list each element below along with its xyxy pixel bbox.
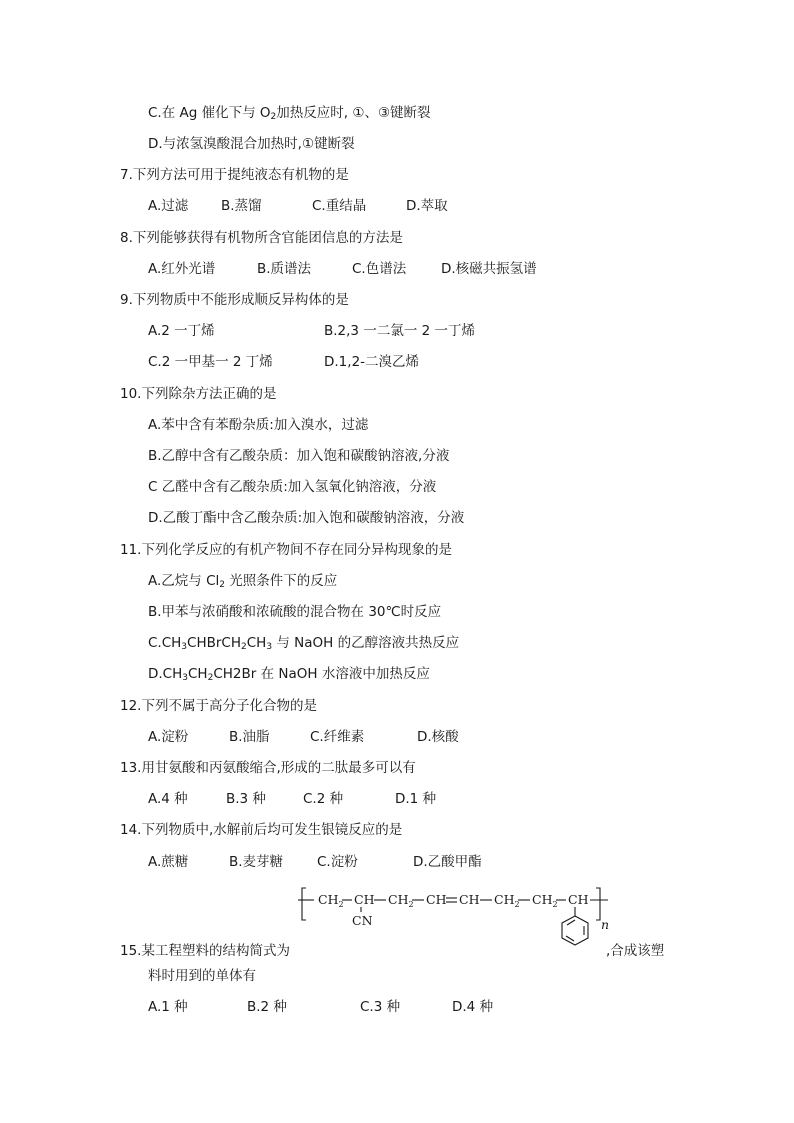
group-ch-3: CH (459, 892, 480, 907)
q15-stem-start: 15.某工程塑料的结构简式为 (120, 943, 290, 959)
q15-option-d: D.4 种 (452, 999, 494, 1015)
q9-option-c: C.2 一甲基一 2 丁烯 (148, 354, 273, 370)
q6-option-d: D.与浓氢溴酸混合加热时,①键断裂 (148, 136, 355, 152)
q14-stem: 14.下列物质中,水解前后均可发生银镜反应的是 (120, 822, 403, 838)
q11-option-c: $C.CH_3CHBrCH_2CH_3$ 与 NaOH 的乙醇溶液共热反应 (148, 635, 460, 652)
group-ch-2: CH (426, 892, 447, 907)
q9-option-d: D.1,2-二溴乙烯 (324, 354, 420, 370)
group-ch-4: CH (568, 892, 589, 907)
q8-option-c: C.色谱法 (352, 261, 407, 277)
q7-stem: 7.下列方法可用于提纯液态有机物的是 (120, 167, 349, 183)
q12-stem: 12.下列不属于高分子化合物的是 (120, 698, 317, 714)
group-ch2-1: $CH_2$ (318, 892, 344, 909)
q8-option-d: D.核磁共振氢谱 (441, 261, 537, 277)
group-ch2-2: $CH_2$ (388, 892, 414, 909)
q12-option-d: D.核酸 (417, 729, 459, 745)
q11-option-d: $D.CH_3CH_2CH2Br$ 在 NaOH 水溶液中加热反应 (148, 666, 430, 683)
q15-stem-end: ,合成该塑 (606, 943, 665, 959)
group-ch-1: CH (354, 892, 375, 907)
benzene-inner-bond-3 (567, 920, 575, 925)
q11-stem: 11.下列化学反应的有机产物间不存在同分异构现象的是 (120, 542, 452, 558)
q7-option-d: D.萃取 (406, 198, 448, 214)
q7-option-c: C.重结晶 (312, 198, 367, 214)
q13-option-d: D.1 种 (395, 791, 437, 807)
q9-stem: 9.下列物质中不能形成顺反异构体的是 (120, 292, 349, 308)
q14-option-b: B.麦芽糖 (229, 854, 284, 870)
q14-option-c: C.淀粉 (317, 854, 358, 870)
q10-option-d: D.乙酸丁酯中含乙酸杂质:加入饱和碳酸钠溶液，分液 (148, 510, 465, 526)
q12-option-c: C.纤维素 (310, 729, 365, 745)
q7-option-a: A.过滤 (148, 198, 189, 214)
q8-stem: 8.下列能够获得有机物所含官能团信息的方法是 (120, 230, 403, 246)
group-ch2-4: $CH_2$ (532, 892, 558, 909)
right-bracket (596, 888, 600, 920)
q6-option-c: C.在 Ag 催化下与 $O_2$加热反应时, ①、③键断裂 (148, 105, 431, 122)
q15-option-c: C.3 种 (360, 999, 401, 1015)
q8-option-b: B.质谱法 (257, 261, 312, 277)
left-bracket (302, 888, 306, 920)
q15-option-b: B.2 种 (247, 999, 287, 1015)
group-cn: CN (352, 913, 373, 928)
q13-option-b: B.3 种 (226, 791, 266, 807)
q8-option-a: A.红外光谱 (148, 261, 216, 277)
q12-option-a: A.淀粉 (148, 729, 189, 745)
q9-option-a: A.2 一丁烯 (148, 323, 215, 339)
group-ch2-3: $CH_2$ (494, 892, 520, 909)
q10-option-a: A.苯中含有苯酚杂质:加入溴水，过滤 (148, 417, 369, 433)
q15-option-a: A.1 种 (148, 999, 188, 1015)
q10-option-b: B.乙醇中含有乙酸杂质：加入饱和碳酸钠溶液,分液 (148, 448, 450, 464)
q11-option-a: A.乙烷与 $Cl_2$ 光照条件下的反应 (148, 573, 338, 590)
q13-option-c: C.2 种 (303, 791, 344, 807)
q11-option-b: B.甲苯与浓硝酸和浓硫酸的混合物在 30℃时反应 (148, 604, 442, 620)
polymer-structure-formula (292, 880, 614, 960)
q9-option-b: B.2,3 一二氯一 2 一丁烯 (324, 323, 475, 339)
q12-option-b: B.油脂 (229, 729, 270, 745)
q10-stem: 10.下列除杂方法正确的是 (120, 386, 277, 402)
q13-stem: 13.用甘氨酸和丙氨酸缩合,形成的二肽最多可以有 (120, 760, 416, 776)
q14-option-a: A.蔗糖 (148, 854, 189, 870)
q10-option-c: C 乙醛中含有乙酸杂质:加入氢氧化钠溶液，分液 (148, 479, 437, 495)
repeat-subscript-n: n (601, 917, 610, 932)
q14-option-d: D.乙酸甲酯 (413, 854, 482, 870)
q13-option-a: A.4 种 (148, 791, 188, 807)
q15-stem-continuation: 料时用到的单体有 (148, 968, 256, 984)
q7-option-b: B.蒸馏 (221, 198, 262, 214)
